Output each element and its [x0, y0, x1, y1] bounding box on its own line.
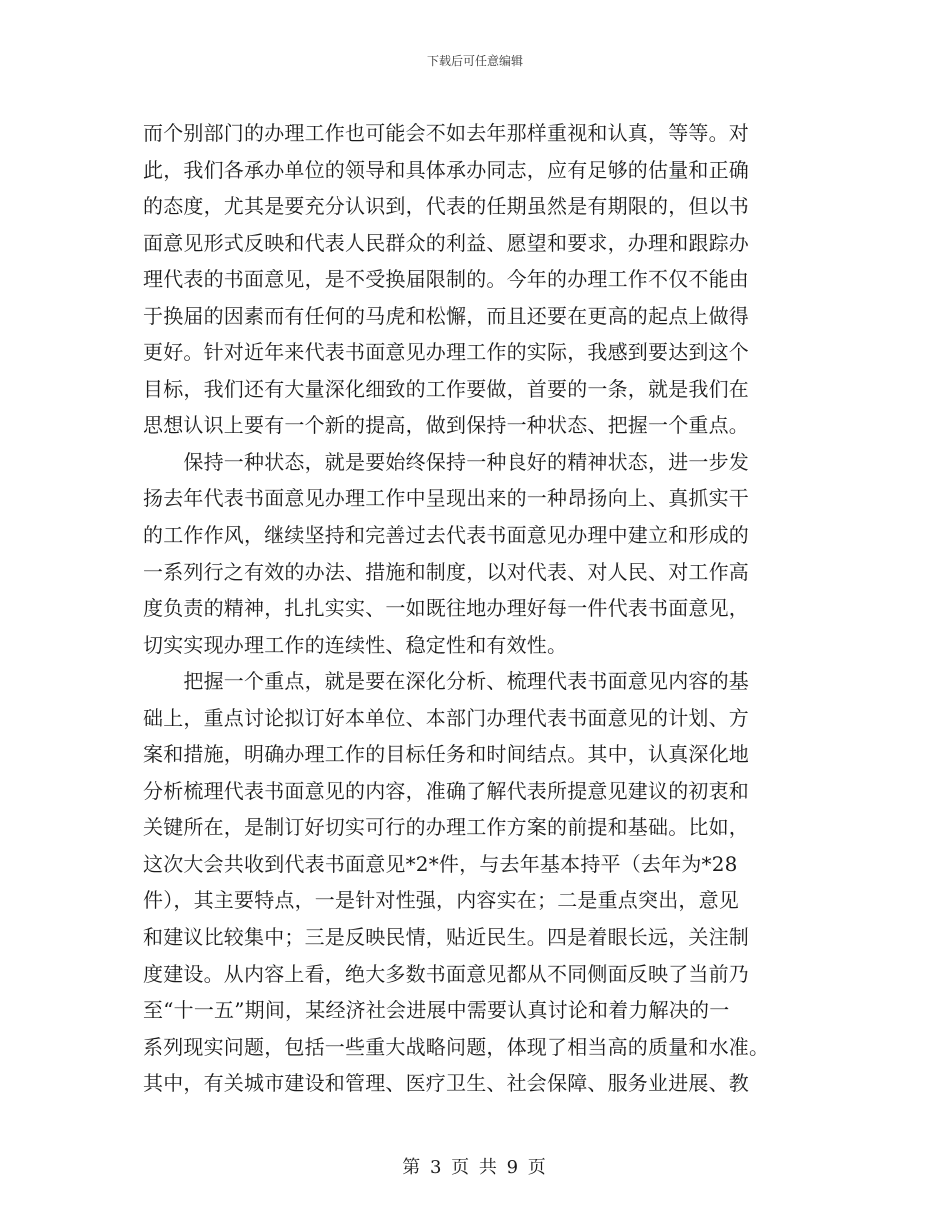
text-line: 础上，重点讨论拟订好本单位、本部门办理代表书面意见的计划、方: [143, 705, 749, 730]
text-line: 而个别部门的办理工作也可能会不如去年那样重视和认真，等等。对: [143, 121, 749, 145]
text-line: 切实实现办理工作的连续性、稳定性和有效性。: [143, 632, 568, 657]
text-line: 扬去年代表书面意见办理工作中呈现出来的一种昂扬向上、真抓实干: [143, 486, 749, 511]
text-line: 保持一种状态，就是要始终保持一种良好的精神状态，进一步发: [143, 449, 749, 474]
text-line: 至“十一五”期间，某经济社会进展中需要认真讨论和着力解决的一: [143, 998, 730, 1023]
text-line: 此，我们各承办单位的领导和具体承办同志，应有足够的估量和正确: [143, 157, 749, 182]
text-line: 思想认识上要有一个新的提高，做到保持一种状态、把握一个重点。: [143, 413, 749, 438]
text-line: 的工作作风，继续坚持和完善过去代表书面意见办理中建立和形成的: [143, 523, 749, 548]
document-body: [143, 115, 808, 1102]
page-header: 下载后可任意编辑: [426, 54, 523, 68]
text-line: 这次大会共收到代表书面意见*2*件，与去年基本持平（去年为*28: [143, 851, 738, 876]
text-line: 件），其主要特点，一是针对性强，内容实在；二是重点突出，意见: [143, 888, 739, 913]
text-line: 一系列行之有效的办法、措施和制度，以对代表、对人民、对工作高: [143, 559, 749, 584]
text-line: 把握一个重点，就是要在深化分析、梳理代表书面意见内容的基: [143, 669, 749, 694]
text-line: 和建议比较集中；三是反映民情，贴近民生。四是着眼长远，关注制: [143, 925, 749, 950]
page-number: 第 3 页 共 9 页: [402, 1157, 548, 1178]
text-line: 理代表的书面意见，是不受换届限制的。今年的办理工作不仅不能由: [143, 267, 749, 292]
text-line: 的态度，尤其是要充分认识到，代表的任期虽然是有期限的，但以书: [143, 194, 749, 219]
text-line: 度负责的精神，扎扎实实、一如既往地办理好每一件代表书面意见，: [143, 596, 749, 621]
text-line: 系列现实问题，包括一些重大战略问题，体现了相当高的质量和水准。: [143, 1034, 770, 1059]
text-line: 目标，我们还有大量深化细致的工作要做，首要的一条，就是我们在: [143, 376, 749, 401]
text-line: 更好。针对近年来代表书面意见办理工作的实际，我感到要达到这个: [143, 340, 749, 365]
text-line: 案和措施，明确办理工作的目标任务和时间结点。其中，认真深化地: [143, 742, 749, 767]
text-line: 其中，有关城市建设和管理、医疗卫生、社会保障、服务业进展、教: [143, 1071, 749, 1096]
text-line: 面意见形式反映和代表人民群众的利益、愿望和要求，办理和跟踪办: [143, 230, 749, 255]
text-line: 于换届的因素而有任何的马虎和松懈，而且还要在更高的起点上做得: [143, 303, 749, 328]
text-line: 关键所在，是制订好切实可行的办理工作方案的前提和基础。比如，: [143, 815, 749, 840]
text-line: 度建设。从内容上看，绝大多数书面意见都从不同侧面反映了当前乃: [143, 961, 749, 986]
text-line: 分析梳理代表书面意见的内容，准确了解代表所提意见建议的初衷和: [143, 778, 749, 803]
